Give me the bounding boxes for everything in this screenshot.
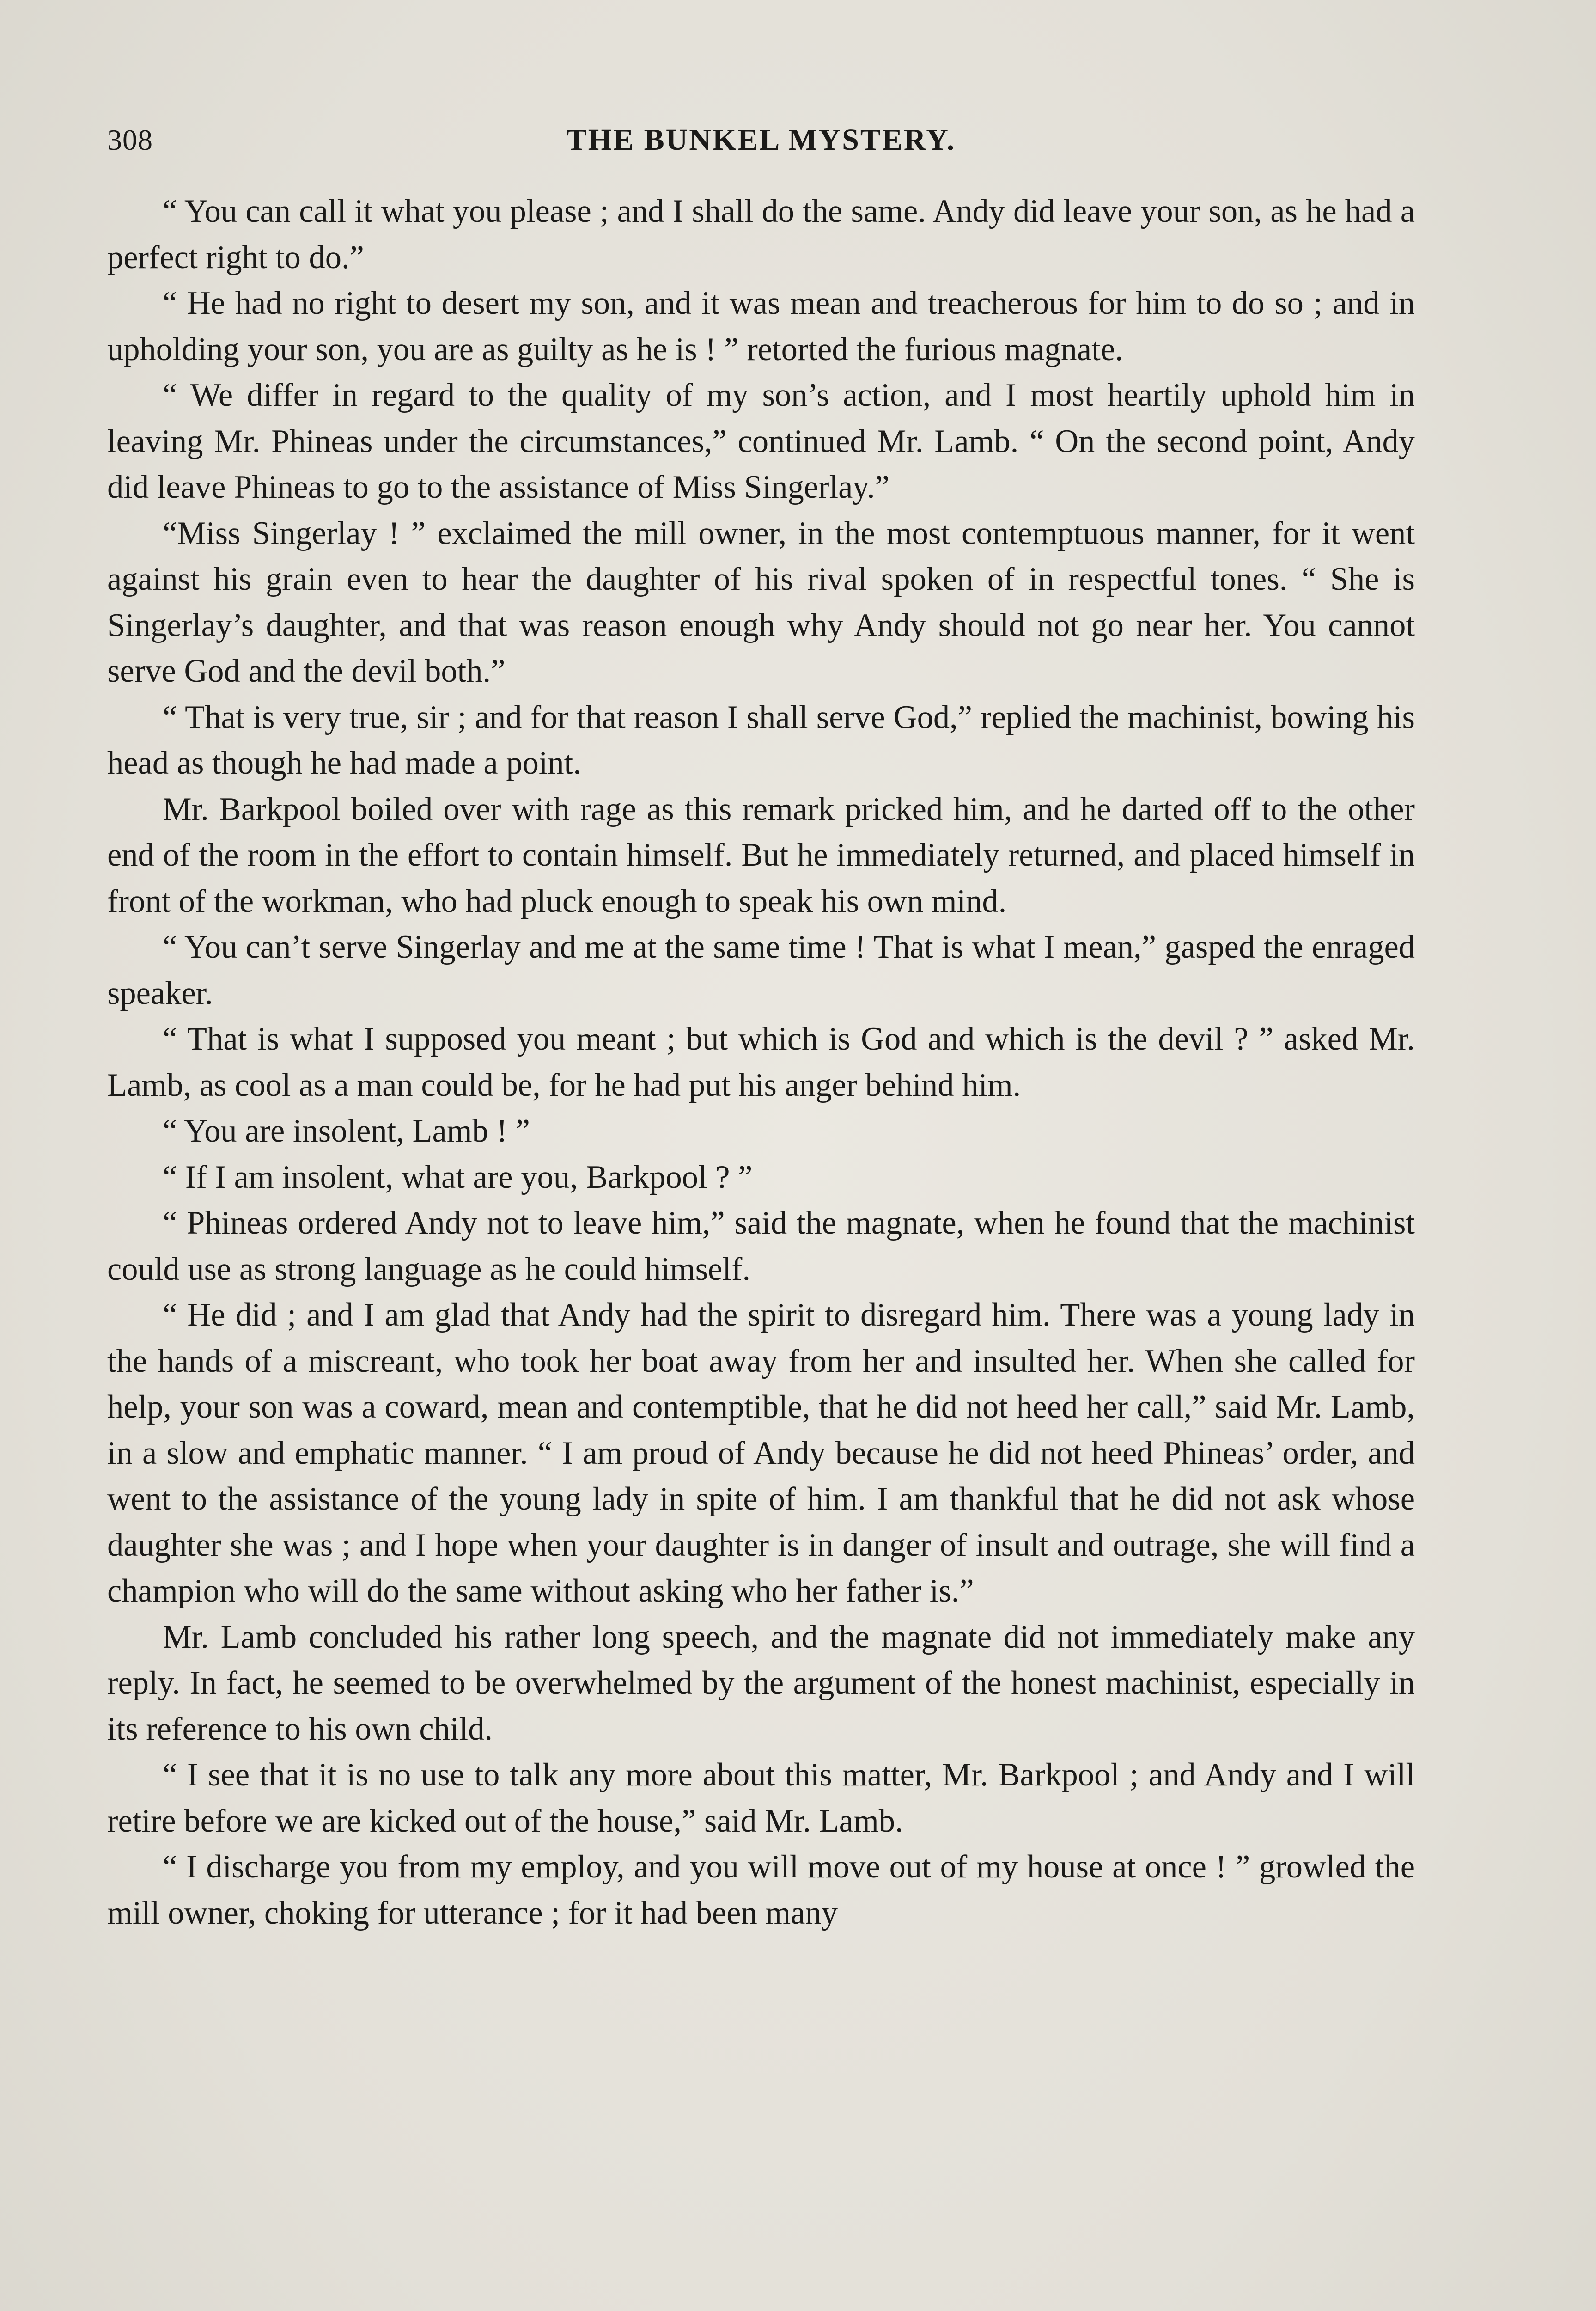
paragraph: “Miss Singerlay ! ” exclaimed the mill owner, in the most contemptuous manner, for it went against his grain even to hear the daughter of his rival spoken of in respectful tones. “ She is Singerlay’s daughter, and that was reason enough why Andy should not go near her. You cannot serve God and the devil both.” xyxy=(107,515,1415,689)
paragraph: “ He did ; and I am glad that Andy had the spirit to disregard him. There was a young lady in the hands of a miscreant, who took her boat away from her and insulted her. When she called for help, your son was a coward, mean and contemptible, that he did not heed her call,” said Mr. Lamb, in a slow and emphatic manner. “ I am proud of Andy because he did not heed Phineas’ order, and went to the assistance of the young lady in spite of him. I am thankful that he did not ask whose daughter she was ; and I hope when your daughter is in danger of insult and outrage, she will find a champion who will do the same without asking who her father is.” xyxy=(107,1297,1415,1609)
paragraph: “ We differ in regard to the quality of my son’s action, and I most heartily uphold him in leaving Mr. Phineas under the circumstances,” continued Mr. Lamb. “ On the second point, Andy did leave Phineas to go to the assistance of Miss Singerlay.” xyxy=(107,377,1415,505)
paragraph: “ That is what I supposed you meant ; but which is God and which is the devil ? ” asked Mr. Lamb, as cool as a man could be, for he had put his anger behind him. xyxy=(107,1021,1415,1103)
page-number: 308 xyxy=(107,123,153,156)
paragraph: “ I see that it is no use to talk any more about this matter, Mr. Barkpool ; and Andy and I will retire before we are kicked out of the house,” said Mr. Lamb. xyxy=(107,1757,1415,1839)
paragraph: Mr. Barkpool boiled over with rage as this remark pricked him, and he darted off to the other end of the room in the effort to contain himself. But he immediately returned, and placed himself in front of the workman, who had pluck enough to speak his own mind. xyxy=(107,791,1415,919)
paragraph: “ I discharge you from my employ, and you will move out of my house at once ! ” growled the mill owner, choking for utterance ; for it had been many xyxy=(107,1849,1415,1931)
paragraph: “ You are insolent, Lamb ! ” xyxy=(163,1113,530,1149)
running-title: THE BUNKEL MYSTERY. xyxy=(566,123,956,157)
body-text xyxy=(107,189,1415,1936)
paragraph: “ He had no right to desert my son, and it was mean and treacherous for him to do so ; and in upholding your son, you are as guilty as he is ! ” retorted the furious magnate. xyxy=(107,285,1415,367)
paragraph: “ You can call it what you please ; and I shall do the same. Andy did leave your son, as he had a perfect right to do.” xyxy=(107,193,1415,275)
paragraph: Mr. Lamb concluded his rather long speech, and the magnate did not immediately make any reply. In fact, he seemed to be overwhelmed by the argument of the honest machinist, especially in its reference to his own child. xyxy=(107,1619,1415,1747)
paragraph: “ Phineas ordered Andy not to leave him,” said the magnate, when he found that the machinist could use as strong language as he could himself. xyxy=(107,1205,1415,1287)
page-header xyxy=(107,115,1415,165)
paragraph: “ If I am insolent, what are you, Barkpool ? ” xyxy=(163,1159,753,1195)
paragraph: “ You can’t serve Singerlay and me at the same time ! That is what I mean,” gasped the enraged speaker. xyxy=(107,929,1415,1011)
paragraph: “ That is very true, sir ; and for that reason I shall serve God,” replied the machinist, bowing his head as though he had made a point. xyxy=(107,699,1415,781)
